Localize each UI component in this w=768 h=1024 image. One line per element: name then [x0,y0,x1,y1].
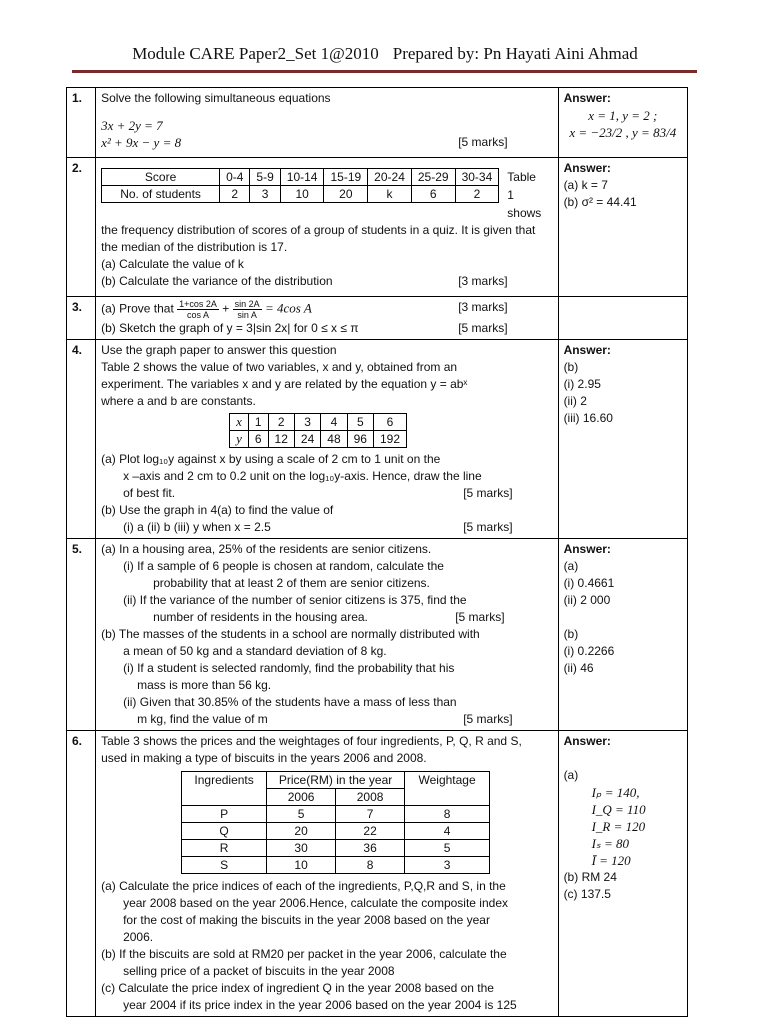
question-number: 1. [67,88,96,158]
answer-label: Answer: [563,91,611,105]
q5-part-a: (a) In a housing area, 25% of the residents are senior citizens. [101,542,432,556]
table-cell: No. of students [102,186,220,203]
answer-cell [558,539,687,731]
table-cell: Q [182,823,267,840]
question-row-1 [67,88,688,158]
q5-part-b-1: (b) The masses of the students in a school are normally distributed with [101,627,480,641]
table-cell: 4 [321,414,347,431]
q3-rhs: = 4cos A [264,300,312,316]
q2-part-a: (a) Calculate the value of k [101,257,244,271]
table-cell: 30 [267,840,336,857]
table-cell: 8 [405,806,490,823]
answer-line: (i) 0.2266 [563,644,615,658]
answer-line: I_R = 120 [591,819,646,834]
question-body [96,340,558,539]
q2-text: the frequency distribution of scores of a group of students in a quiz. It is given that the median of the distribution is 17. [101,223,536,254]
q1-answer-1: x = 1, y = 2 ; [588,108,658,123]
q6-part-a-4: 2006. [123,930,154,944]
q3-fraction-2: $\frac{\sin 2A}{\text{sin A}}$ [234,299,260,320]
answer-cell [558,340,687,539]
table-cell: k [368,186,412,203]
question-body [96,539,558,731]
table-cell: 7 [336,806,405,823]
answer-line: (b) [563,627,579,641]
q4-part-b-1: (b) Use the graph in 4(a) to find the value of [101,503,334,517]
table-cell: 10 [267,857,336,874]
question-body [96,731,558,1017]
question-row-3 [67,297,688,340]
q4-part-a-3: of best fit. [123,486,176,500]
answer-line: (iii) 16.60 [563,411,613,425]
question-number: 5. [67,539,96,731]
q6-line-1: Table 3 shows the prices and the weightages of four ingredients, P, Q, R and S, [101,734,522,748]
question-body: (a) Prove that $\frac{1+\cos 2A}{\text{cos A}}$ + $\frac{\sin 2A}{\text{sin A}}$ = 4cos A [3 marks] (b) Sketch the graph of y = 3|sin 2x| for 0 ≤ x ≤ π [5 marks] [96,297,558,340]
questions-table [66,87,688,1017]
question-number: 6. [67,731,96,1017]
answer-line: (c) 137.5 [563,887,611,901]
answer-label: Answer: [563,343,611,357]
q6-price-table [181,771,490,874]
q1-eq1: 3x + 2y = 7 [101,118,163,133]
q4-data-table [229,413,407,448]
answer-cell [558,731,687,1017]
answer-line: (ii) 2 [563,394,587,408]
table-cell: 6 [248,431,268,448]
table-header: Ingredients [182,772,267,806]
question-row-2 [67,158,688,297]
q4-line-1: Use the graph paper to answer this question [101,343,337,357]
page-header [60,44,710,64]
table-cell: 15-19 [324,169,368,186]
answer-label: Answer: [563,542,611,556]
q4-line-3: experiment. The variables x and y are related by the equation y = abˣ [101,377,468,391]
q2-frequency-table [101,168,499,203]
table-cell: 24 [294,431,320,448]
table-cell: 2 [268,414,294,431]
q1-eq2: x² + 9x − y = 8 [101,135,182,150]
table-cell: 5 [267,806,336,823]
q5-b-ii-1: (ii) Given that 30.85% of the students have a mass of less than [123,695,457,709]
table-cell: 2 [220,186,250,203]
answer-line: (b) RM 24 [563,870,617,884]
q1-stem: Solve the following simultaneous equations [101,91,331,105]
table-cell: 0-4 [220,169,250,186]
q3-part-a: (a) Prove that [101,301,174,316]
answer-line: (ii) 46 [563,661,594,675]
q5-a-i-2: probability that at least 2 of them are senior citizens. [153,576,430,590]
table-cell: S [182,857,267,874]
header-module: Module CARE Paper2_Set 1@2010 [132,44,379,63]
q3-part-b: (b) Sketch the graph of y = 3|sin 2x| for 0 ≤ x ≤ π [101,321,359,335]
table-cell: 3 [250,186,280,203]
q6-part-a-3: for the cost of making the biscuits in the year 2008 based on the year [123,913,490,927]
q6-part-c-2: year 2004 if its price index in the year 2006 based on the year 2004 is 125 [123,998,517,1012]
answer-line: (a) [563,559,579,573]
q5-b-ii-2: m kg, find the value of m [137,712,268,726]
header-rule [72,70,697,73]
table-header: Weightage [405,772,490,806]
q4-part-b-2: (i) a (ii) b (iii) y when x = 2.5 [123,520,271,534]
q5-part-b-2: a mean of 50 kg and a standard deviation of 8 kg. [123,644,387,658]
q5-marks-b: [5 marks] [463,712,513,726]
q6-part-c-1: (c) Calculate the price index of ingredient Q in the year 2008 based on the [101,981,494,995]
question-body [96,158,558,297]
table-header: 2008 [336,789,405,806]
table-header: Price(RM) in the year [267,772,405,789]
table-cell: 5 [405,840,490,857]
table-cell: 22 [336,823,405,840]
question-number: 4. [67,340,96,539]
answer-line: (i) 2.95 [563,377,601,391]
table-cell: 5-9 [250,169,280,186]
table-cell: 48 [321,431,347,448]
table-cell: 10-14 [280,169,324,186]
table-cell: 12 [268,431,294,448]
table-cell: x [230,414,249,431]
table-cell: 3 [294,414,320,431]
q2-answer-a: (a) k = 7 [563,178,608,192]
question-row-4 [67,340,688,539]
q4-marks-a: [5 marks] [463,486,513,500]
q2-answer-b: (b) σ² = 44.41 [563,195,637,209]
q2-marks: [3 marks] [458,274,508,288]
q4-part-a-1: (a) Plot log₁₀y against x by using a scale of 2 cm to 1 unit on the [101,452,441,466]
q3-fraction-1: $\frac{1+\cos 2A}{\text{cos A}}$ [179,299,217,320]
q5-a-ii-1: (ii) If the variance of the number of senior citizens is 375, find the [123,593,467,607]
q6-line-2: used in making a type of biscuits in the years 2006 and 2008. [101,751,427,765]
q5-a-i-1: (i) If a sample of 6 people is chosen at random, calculate the [123,559,444,573]
table-cell: 96 [347,431,373,448]
q6-part-b-1: (b) If the biscuits are sold at RM20 per packet in the year 2006, calculate the [101,947,507,961]
q5-marks-a: [5 marks] [455,610,505,624]
question-row-5 [67,539,688,731]
answer-line: Ī = 120 [591,853,631,868]
q4-marks-b: [5 marks] [463,520,513,534]
q5-b-i-2: mass is more than 56 kg. [137,678,272,692]
q4-line-2: Table 2 shows the value of two variables, x and y, obtained from an [101,360,458,374]
q1-marks: [5 marks] [458,135,508,149]
table-cell: 6 [411,186,455,203]
table-cell: 1 [248,414,268,431]
answer-line: Iₚ = 140, [591,785,640,800]
answer-line: (ii) 2 000 [563,593,611,607]
table-cell: 192 [373,431,406,448]
table-cell: 20-24 [368,169,412,186]
answer-line: (i) 0.4661 [563,576,615,590]
q4-line-4: where a and b are constants. [101,394,256,408]
table-cell: 20 [267,823,336,840]
q6-part-a-2: year 2008 based on the year 2006.Hence, calculate the composite index [123,896,508,910]
table-cell: R [182,840,267,857]
q2-part-b: (b) Calculate the variance of the distribution [101,274,333,288]
q5-b-i-1: (i) If a student is selected randomly, find the probability that his [123,661,455,675]
table-cell: y [230,431,249,448]
q2-side-text: Table 1 shows [507,170,542,220]
table-cell: 36 [336,840,405,857]
table-cell: Score [102,169,220,186]
answer-line: Iₛ = 80 [591,836,630,851]
q6-part-b-2: selling price of a packet of biscuits in the year 2008 [123,964,395,978]
question-row-6 [67,731,688,1017]
table-cell: 8 [336,857,405,874]
q4-part-a-2: x –axis and 2 cm to 0.2 unit on the log₁₀y-axis. Hence, draw the line [123,469,482,483]
answer-cell [558,297,687,340]
question-number: 2. [67,158,96,297]
table-cell: 25-29 [411,169,455,186]
answer-cell [558,88,687,158]
q3-marks-b: [5 marks] [458,321,508,335]
table-cell: 5 [347,414,373,431]
header-author: Prepared by: Pn Hayati Aini Ahmad [392,44,638,63]
question-body [96,88,558,158]
table-cell: 3 [405,857,490,874]
question-number: 3. [67,297,96,340]
q3-marks-a: [3 marks] [458,300,508,314]
table-cell: 20 [324,186,368,203]
answer-line: (a) [563,768,579,782]
table-header: 2006 [267,789,336,806]
answer-line: I_Q = 110 [591,802,646,817]
table-cell: P [182,806,267,823]
table-cell: 6 [373,414,406,431]
q6-part-a-1: (a) Calculate the price indices of each of the ingredients, P,Q,R and S, in the [101,879,506,893]
table-cell: 2 [455,186,499,203]
answer-label: Answer: [563,734,611,748]
q5-a-ii-2: number of residents in the housing area. [153,610,368,624]
q1-answer-2: x = −23/2 , y = 83/4 [569,125,677,140]
table-cell: 10 [280,186,324,203]
answer-label: Answer: [563,161,611,175]
answer-cell [558,158,687,297]
table-cell: 30-34 [455,169,499,186]
table-cell: 4 [405,823,490,840]
answer-line: (b) [563,360,579,374]
